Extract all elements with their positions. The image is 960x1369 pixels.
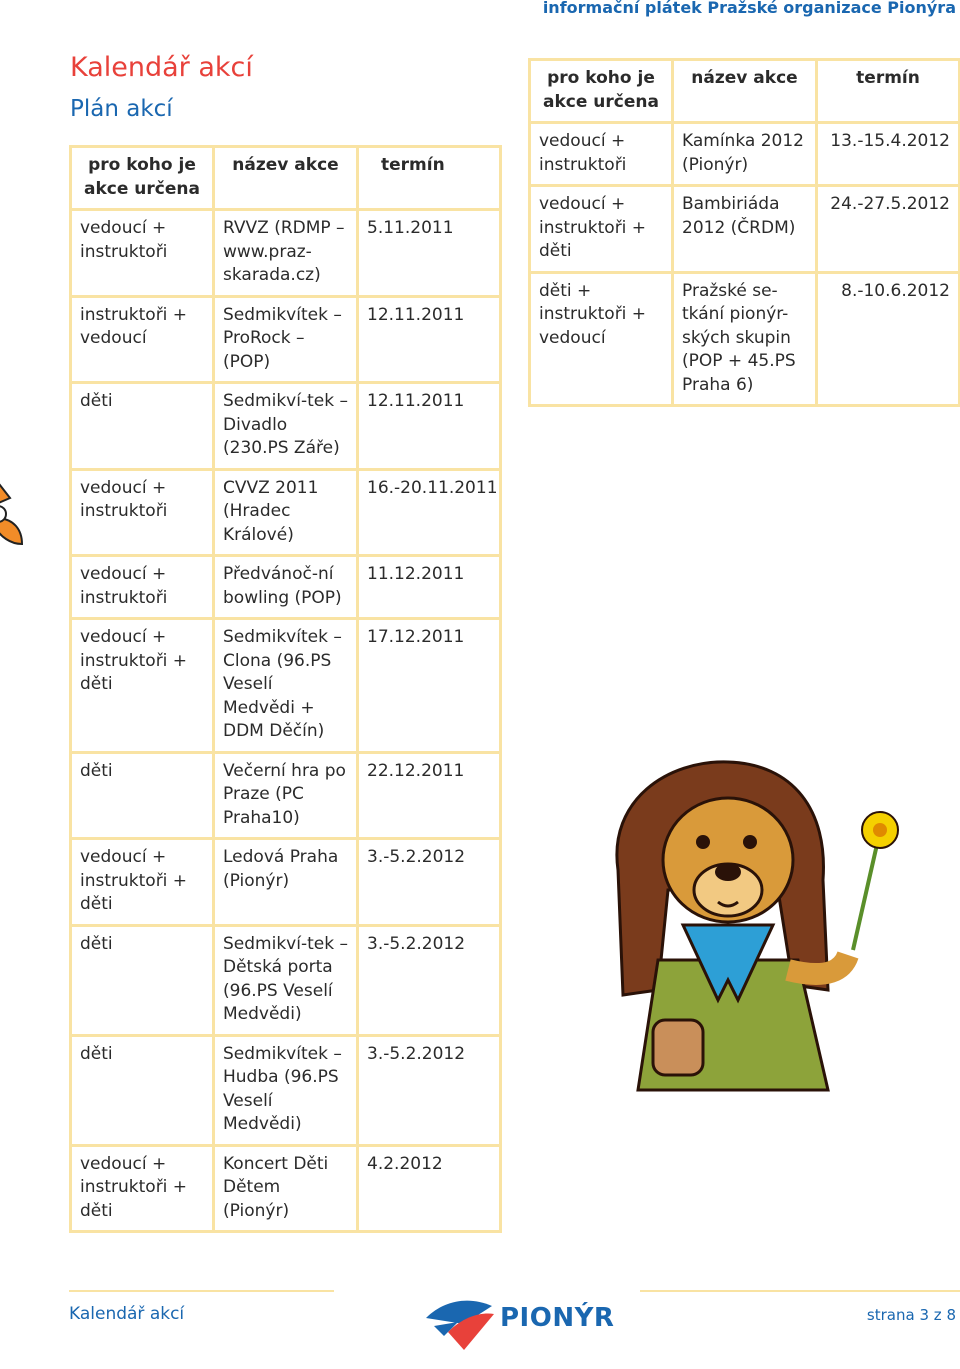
table-row (71, 752, 501, 839)
table-row (71, 1035, 501, 1145)
header-name: název akce (214, 147, 358, 210)
event-date: 16.-20.11.2011 (358, 469, 501, 556)
event-name: CVVZ 2011 (Hradec Králové) (214, 469, 358, 556)
event-name: Sedmikví-tek – Dětská porta (96.PS Veselí Medvědi) (214, 925, 358, 1035)
event-who: děti (71, 752, 214, 839)
event-who: děti (71, 383, 214, 470)
table-row (71, 839, 501, 926)
header-who: pro koho je akce určena (71, 147, 214, 210)
event-who: děti + instruktoři + vedoucí (530, 272, 673, 406)
events-table-right (528, 58, 960, 407)
footer-divider-right (640, 1290, 960, 1292)
table-row (71, 469, 501, 556)
event-name: Bambiriáda 2012 (ČRDM) (673, 186, 817, 273)
event-date: 12.11.2011 (358, 383, 501, 470)
section-title: Kalendář akcí (70, 52, 253, 83)
event-name: Ledová Praha (Pionýr) (214, 839, 358, 926)
table-row (71, 1145, 501, 1232)
header-name: název akce (673, 60, 817, 123)
table-row (71, 210, 501, 297)
event-who: vedoucí + instruktoři + děti (71, 839, 214, 926)
logo-text: PIONÝR (500, 1303, 615, 1333)
table-header-row (71, 147, 501, 210)
page-prefix: strana (866, 1306, 915, 1324)
table-row (71, 383, 501, 470)
event-who: vedoucí + instruktoři + děti (530, 186, 673, 273)
footer-section: Kalendář akcí (69, 1304, 185, 1324)
header-title: informační plátek Pražské organizace Pionýra (542, 0, 956, 17)
event-who: vedoucí + instruktoři (530, 123, 673, 186)
events-table-left (69, 145, 502, 1233)
event-name: Sedmikví-tek – Divadlo (230.PS Záře) (214, 383, 358, 470)
event-name: Sedmikvítek – Clona (96.PS Veselí Medvědi + DDM Děčín) (214, 619, 358, 753)
event-date: 24.-27.5.2012 (817, 186, 960, 273)
table-header-row (530, 60, 960, 123)
event-name: Koncert Děti Dětem (Pionýr) (214, 1145, 358, 1232)
mascot-illustration (578, 750, 908, 1100)
table-row (71, 925, 501, 1035)
event-date: 22.12.2011 (358, 752, 501, 839)
event-date: 5.11.2011 (358, 210, 501, 297)
event-date: 3.-5.2.2012 (358, 925, 501, 1035)
event-date: 4.2.2012 (358, 1145, 501, 1232)
event-date: 8.-10.6.2012 (817, 272, 960, 406)
header-date: termín (817, 60, 960, 123)
event-date: 3.-5.2.2012 (358, 839, 501, 926)
table-row (530, 186, 960, 273)
page-total: 8 (946, 1306, 956, 1324)
event-name: Sedmikvítek – Hudba (96.PS Veselí Medvědi) (214, 1035, 358, 1145)
event-name: Večerní hra po Praze (PC Praha10) (214, 752, 358, 839)
table-row (71, 296, 501, 383)
event-date: 13.-15.4.2012 (817, 123, 960, 186)
table-row (71, 556, 501, 619)
table-row (530, 272, 960, 406)
header-who: pro koho je akce určena (530, 60, 673, 123)
event-who: děti (71, 1035, 214, 1145)
flower-decoration-icon (0, 470, 30, 560)
table-row (71, 619, 501, 753)
event-who: děti (71, 925, 214, 1035)
event-who: vedoucí + instruktoři + děti (71, 619, 214, 753)
table-row (530, 123, 960, 186)
event-who: vedoucí + instruktoři (71, 210, 214, 297)
event-who: vedoucí + instruktoři (71, 469, 214, 556)
event-name: Pražské se-tkání pionýr-ských skupin (POP + 45.PS Praha 6) (673, 272, 817, 406)
footer-divider-left (69, 1290, 334, 1292)
event-date: 3.-5.2.2012 (358, 1035, 501, 1145)
event-who: vedoucí + instruktoři + děti (71, 1145, 214, 1232)
event-date: 12.11.2011 (358, 296, 501, 383)
event-date: 17.12.2011 (358, 619, 501, 753)
page-indicator (867, 1306, 956, 1324)
plan-title: Plán akcí (70, 96, 173, 122)
page-separator: z (933, 1306, 942, 1324)
event-who: instruktoři + vedoucí (71, 296, 214, 383)
header-date: termín (358, 147, 501, 210)
page-current: 3 (919, 1306, 930, 1324)
event-name: RVVZ (RDMP – www.praz-skarada.cz) (214, 210, 358, 297)
event-name: Kamínka 2012 (Pionýr) (673, 123, 817, 186)
event-who: vedoucí + instruktoři (71, 556, 214, 619)
event-name: Sedmikvítek – ProRock – (POP) (214, 296, 358, 383)
event-name: Předvánoč-ní bowling (POP) (214, 556, 358, 619)
event-date: 11.12.2011 (358, 556, 501, 619)
